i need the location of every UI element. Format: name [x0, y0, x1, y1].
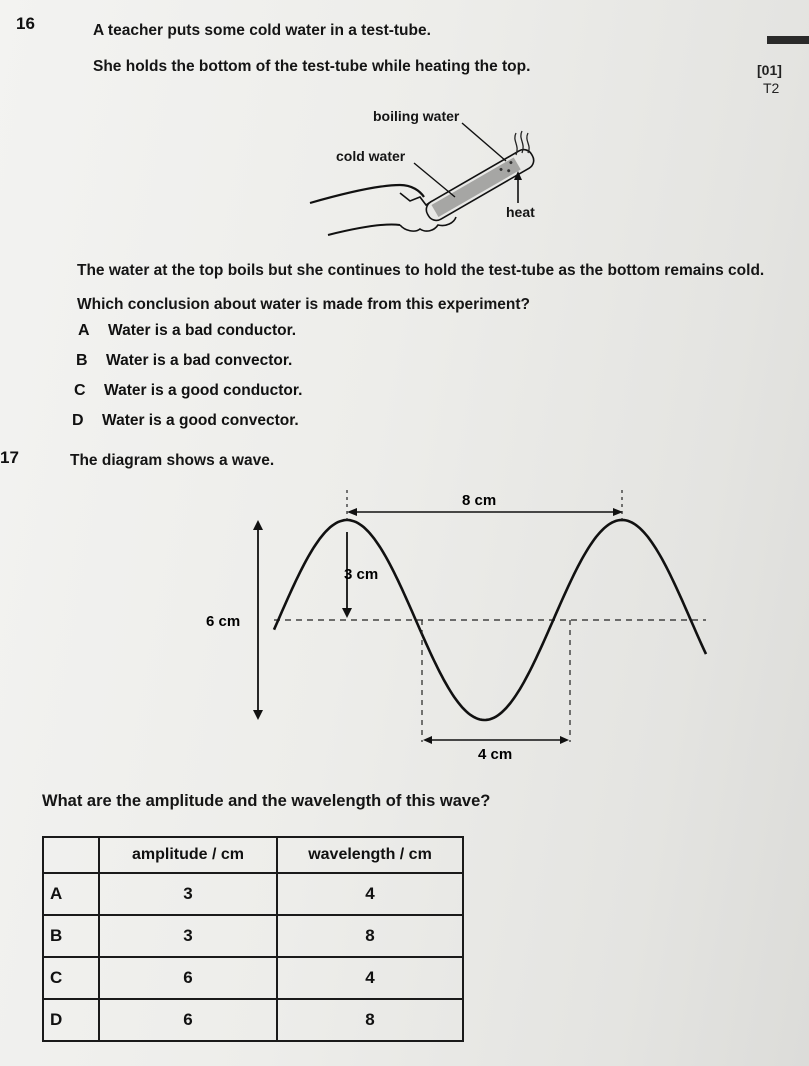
hand-outline: [310, 185, 424, 203]
row-wavelength: 4: [277, 873, 463, 915]
option-text: Water is a good conductor.: [104, 382, 303, 399]
option-letter: A: [78, 322, 90, 339]
row-wavelength: 8: [277, 915, 463, 957]
hand-fingers: [400, 193, 432, 205]
label-boiling-water: boiling water: [373, 108, 460, 124]
option-c[interactable]: [74, 382, 302, 400]
table-header-row: [43, 837, 463, 873]
question-16-prompt: Which conclusion about water is made from this experiment?: [77, 296, 531, 313]
mark-code: [01]: [757, 62, 782, 78]
question-17-intro: The diagram shows a wave.: [70, 452, 275, 469]
table-row[interactable]: [43, 873, 463, 915]
option-d[interactable]: [72, 412, 299, 430]
row-letter: A: [43, 873, 99, 915]
question-17-number: 17: [0, 448, 19, 467]
option-letter: D: [72, 412, 84, 429]
table-row[interactable]: [43, 999, 463, 1041]
question-16-line-2: She holds the bottom of the test-tube while heating the top.: [93, 58, 531, 75]
option-text: Water is a bad conductor.: [108, 322, 297, 339]
label-4cm: 4 cm: [478, 746, 513, 763]
row-amplitude: 6: [99, 957, 277, 999]
row-letter: C: [43, 957, 99, 999]
hand-knuckles: [400, 217, 456, 231]
page-edge-bar: [767, 36, 809, 44]
row-amplitude: 6: [99, 999, 277, 1041]
answer-table: [42, 836, 464, 1042]
option-a[interactable]: [78, 322, 296, 340]
label-heat: heat: [506, 204, 535, 220]
question-16-line-1: A teacher puts some cold water in a test-tube.: [93, 22, 431, 39]
label-3cm: 3 cm: [344, 566, 379, 583]
table-header-blank: [43, 837, 99, 873]
label-8cm: 8 cm: [462, 492, 497, 509]
table-row[interactable]: [43, 915, 463, 957]
question-16-number: 16: [16, 14, 35, 33]
option-b[interactable]: [76, 352, 292, 370]
row-wavelength: 8: [277, 999, 463, 1041]
option-letter: C: [74, 382, 86, 399]
row-amplitude: 3: [99, 873, 277, 915]
hand-lower: [328, 224, 400, 235]
option-text: Water is a bad convector.: [106, 352, 293, 369]
row-letter: D: [43, 999, 99, 1041]
question-16-statement: The water at the top boils but she continues to hold the test-tube as the bottom remains cold.: [77, 262, 765, 279]
table-header-wavelength: wavelength / cm: [277, 837, 463, 873]
question-17-prompt: What are the amplitude and the wavelength of this wave?: [42, 792, 491, 810]
wave-diagram: [190, 480, 720, 770]
table-row[interactable]: [43, 957, 463, 999]
option-letter: B: [76, 352, 88, 369]
row-wavelength: 4: [277, 957, 463, 999]
option-text: Water is a good convector.: [102, 412, 299, 429]
row-letter: B: [43, 915, 99, 957]
label-cold-water: cold water: [336, 148, 406, 164]
table-header-amplitude: amplitude / cm: [99, 837, 277, 873]
row-amplitude: 3: [99, 915, 277, 957]
test-tube-diagram: [300, 105, 560, 255]
label-6cm: 6 cm: [206, 613, 241, 630]
boiling-pointer: [462, 123, 506, 161]
mark-code-sub: T2: [763, 80, 780, 96]
